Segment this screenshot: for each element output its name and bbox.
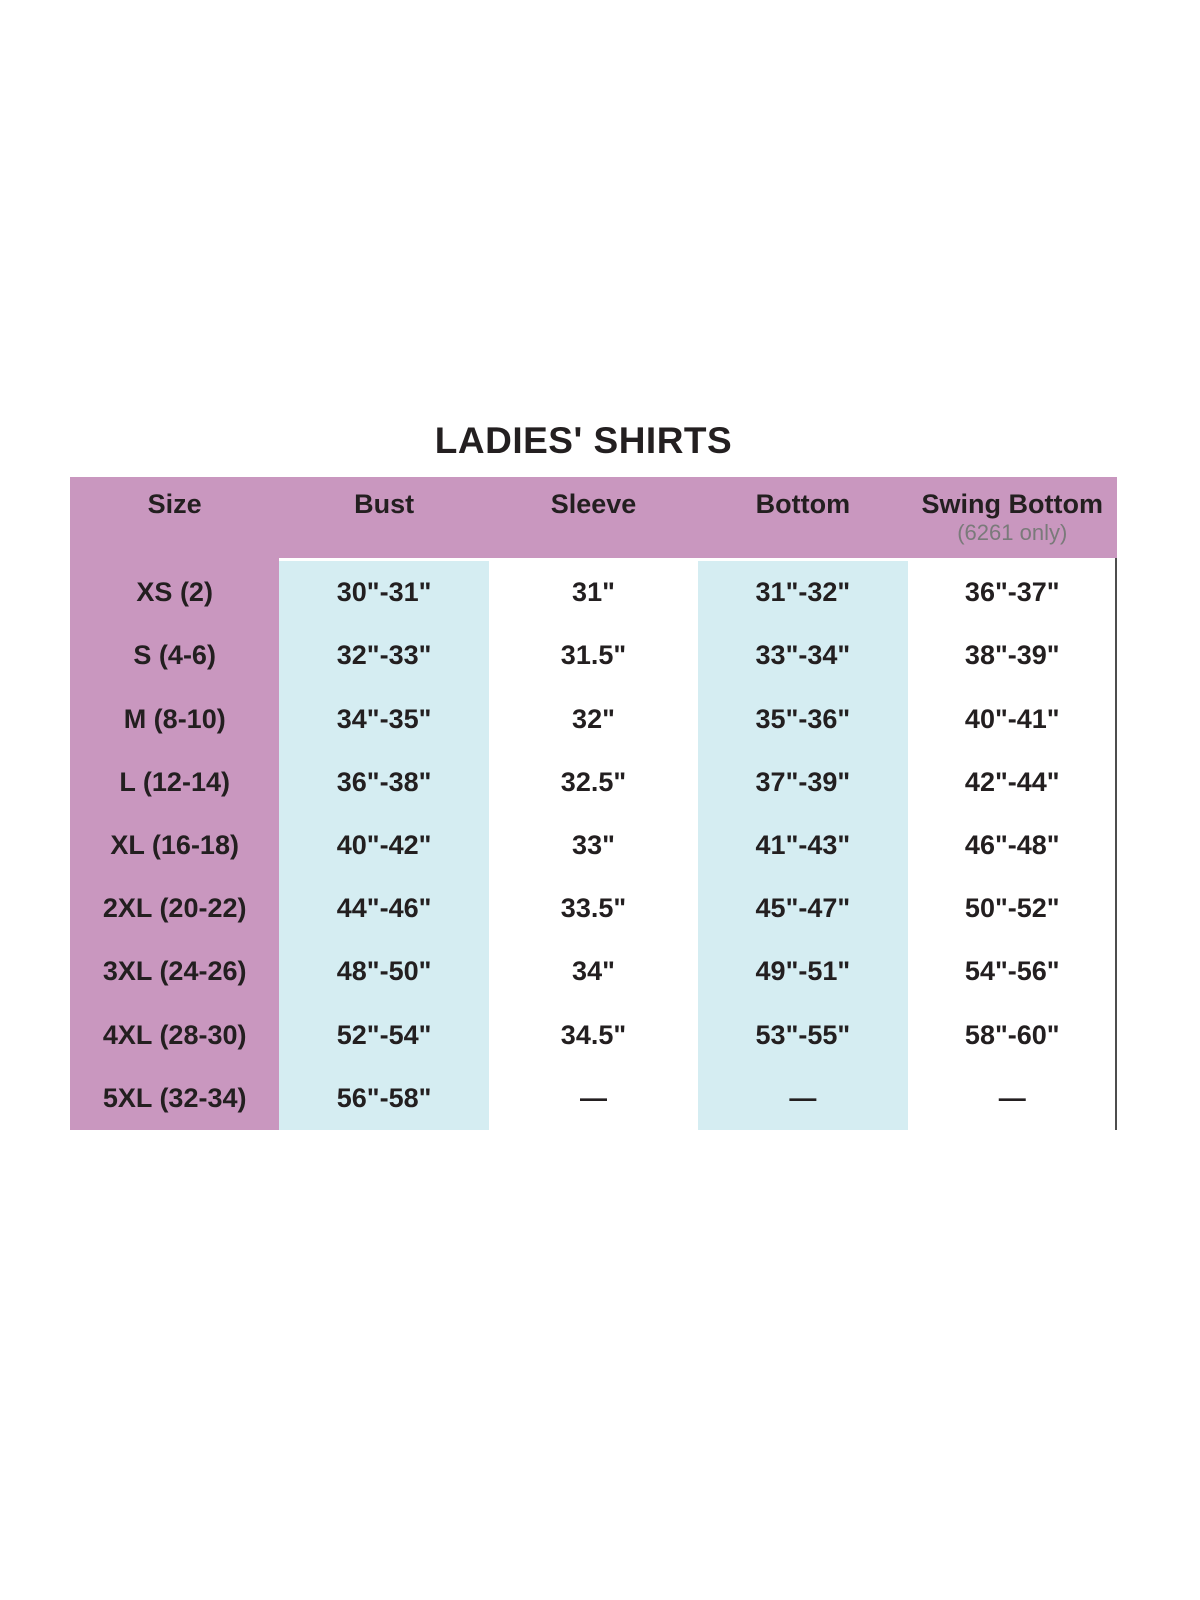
measurement-cell: 36"-37" (964, 577, 1060, 608)
column-header-label: Sleeve (550, 489, 637, 519)
size-cell: 5XL (32-34) (102, 1082, 247, 1113)
measurement-cell: 34.5" (560, 1019, 627, 1050)
measurement-cell: 52"-54" (336, 1019, 432, 1050)
measurement-cell: 33.5" (560, 893, 627, 924)
size-cell: 2XL (20-22) (102, 893, 247, 924)
measurement-cell: 58"-60" (964, 1019, 1060, 1050)
table-row (70, 751, 1117, 814)
size-chart-table (70, 477, 1117, 1130)
measurement-cell: 33" (572, 829, 615, 860)
measurement-cell: 35"-36" (755, 703, 851, 734)
table-row (70, 940, 1117, 1003)
table-row (70, 1067, 1117, 1130)
measurement-cell: — (579, 1082, 607, 1113)
measurement-cell: 37"-39" (755, 766, 851, 797)
measurement-cell: 32"-33" (336, 640, 432, 671)
table-row (70, 877, 1117, 940)
size-cell: L (12-14) (119, 766, 230, 797)
measurement-cell: 33"-34" (755, 640, 851, 671)
table-row (70, 814, 1117, 877)
column-header-sleeve (489, 477, 698, 558)
column-header-label: Size (147, 489, 202, 519)
table-row (70, 1004, 1117, 1067)
measurement-cell: 38"-39" (964, 640, 1060, 671)
measurement-cell: 30"-31" (336, 577, 432, 608)
measurement-cell: 53"-55" (755, 1019, 851, 1050)
page-title: LADIES' SHIRTS (434, 420, 733, 461)
measurement-cell: 41"-43" (755, 829, 851, 860)
measurement-cell: 32" (572, 703, 615, 734)
size-cell: XS (2) (136, 577, 213, 608)
table-row (70, 687, 1117, 750)
column-header-label: Bust (354, 489, 415, 519)
measurement-cell: 54"-56" (964, 956, 1060, 987)
size-cell: S (4-6) (133, 640, 216, 671)
measurement-cell: 48"-50" (336, 956, 432, 987)
measurement-cell: 42"-44" (964, 766, 1060, 797)
measurement-cell: 31.5" (560, 640, 627, 671)
measurement-cell: 45"-47" (755, 893, 851, 924)
measurement-cell: 34"-35" (336, 703, 432, 734)
table-header-row (70, 477, 1117, 558)
measurement-cell: 56"-58" (336, 1082, 432, 1113)
measurement-cell: 44"-46" (336, 893, 432, 924)
column-header-bust (279, 477, 488, 558)
measurement-cell: 36"-38" (336, 766, 432, 797)
table-row (70, 561, 1117, 624)
size-cell: 3XL (24-26) (102, 956, 247, 987)
measurement-cell: 46"-48" (964, 829, 1060, 860)
column-header-size (70, 477, 279, 558)
measurement-cell: 40"-42" (336, 829, 432, 860)
measurement-cell: 31" (572, 577, 615, 608)
column-header-label: Swing Bottom (921, 489, 1103, 519)
table-row (70, 624, 1117, 687)
size-cell: 4XL (28-30) (102, 1019, 247, 1050)
measurement-cell: 49"-51" (755, 956, 851, 987)
column-header-swing-bottom (908, 477, 1117, 558)
measurement-cell: 40"-41" (964, 703, 1060, 734)
measurement-cell: 50"-52" (964, 893, 1060, 924)
table-body (70, 561, 1117, 1130)
column-header-bottom (698, 477, 907, 558)
measurement-cell: 31"-32" (755, 577, 851, 608)
measurement-cell: — (998, 1082, 1026, 1113)
size-cell: M (8-10) (123, 703, 226, 734)
measurement-cell: 34" (572, 956, 615, 987)
column-header-label: Bottom (755, 489, 851, 519)
measurement-cell: — (789, 1082, 817, 1113)
measurement-cell: 32.5" (560, 766, 627, 797)
size-cell: XL (16-18) (110, 829, 239, 860)
column-header-subnote: (6261 only) (957, 520, 1068, 545)
